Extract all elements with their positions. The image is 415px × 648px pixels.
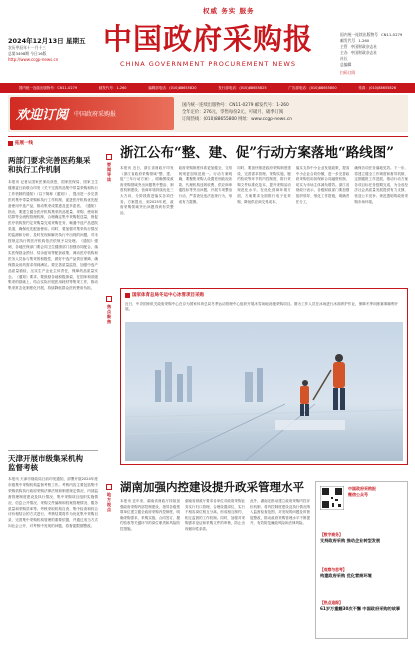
left-article-2-title: 天津开展市级集采机构 监督考核 [8, 454, 83, 472]
left-divider [8, 450, 98, 451]
ice-rink-image [125, 322, 403, 461]
left-article-2-body: 本报讯 天津市财政局日前印发通知，部署开展2024年度市级集中采购机构监督考核工作。考核内容主要包括集中采购机构执行政府采购法律法规和制度规定情况、内部监督管理制度建设及执行情况、集中采购项目组织实施情况、信息公开情况、采购文件编制和档案管理情况、服务质量和采购效率等。考核采取机构自查、集中检查和综合评价相结合的方式进行，考核结果将作为优化集中采购目录、完善集中采购机构管理的重要依据，并通过适当方式向社会公开，对考核中发现的问题，将督促限期整改。 [8, 477, 98, 529]
left-article-1-body: 本报讯 记者从国家医保局获悉，国家医保局、国家卫生健康委日前联合印发《关于完善药品集中带量采购和执行工作机制的通知》（以下简称《通知》），提出进一步完善医药集中带量采购和执行工作机制，促进医疗机构优先配备使用中选产品，推动集采成果惠及更多患者。《通知》指出，要建立健全医疗机构集采药品报量、采购、使用和结算等全流程管理机制，合理确定集中采购报送量，督促医疗机构按约定采购量完成采购任务，畅通中选产品进院渠道，确保优先配备使用。同时，要加强对集采执行情况的监测和分析，及时发现和解决执行中出现的问题，对未按规定执行的医疗机构依法依规予以处理。《通知》强调，各地医保部门要会同卫生健康部门加强协同配合，落实医保基金预付、结余留用等配套政策，调动医疗机构和医务人员参与集采的积极性，做好中选产品供应保障，确保群众用药需求得到满足。要完善质量监管，加强中选产品质量抽检，压实生产企业主体责任，保障药品质量安全。《通知》要求，要鼓励各地积极探索，在国家和省级集采的基础上，结合实际开展医用耗材等集采工作，推动集采常态化制度化开展，持续降低群众医药费用负担。 [8, 180, 98, 291]
info-bar: 国内统一连续出版物号：CN11-0279 邮发代号：1-260 编辑部电话：(010)88655820 发行部电话：(010)88655825 广告部电话：(010)88655800 传真：(010)88655826 [0, 83, 415, 93]
masthead-right-info: 国内统一连续出版物号 CN11-0279 邮发代号 1-260 主管 中国财政杂志社 主办 中国财政杂志社 社长 总编辑 扫码订阅 [340, 32, 403, 75]
wechat-promo-box [315, 481, 408, 639]
qr-label: 扫码订阅 [340, 70, 356, 75]
banner-text: 国内统一连续出版物号：CN11-0279 邮发代号：1-260 全年定价：276元，零售每份2元，可破月、破季订阅 订阅热线：(010)88655800 网址：www.ccgp-news.cn [182, 103, 292, 122]
left-article-medical-procurement[interactable] [8, 156, 98, 468]
newspaper-title: 中国政府采购报 [102, 22, 313, 56]
promo-item[interactable]: 【热点追踪】 61岁万重翻30次不懈 中国政府采购的故事 [320, 600, 401, 612]
left-article-1-title: 两部门要求完善医药集采 和执行工作机制 [8, 156, 91, 174]
headline-hunan[interactable]: 湖南加强内控建设提升政采管理水平 [120, 480, 304, 494]
newspaper-subtitle: CHINA GOVERNMENT PROCUREMENT NEWS [120, 60, 296, 68]
headline-zhejiang[interactable]: 浙江公布“整、建、促”行动方案落地“路线图” [120, 145, 395, 161]
qr-row [320, 486, 376, 510]
ice-rink-photo[interactable] [125, 322, 403, 461]
section-marker-icon [8, 141, 13, 146]
slogan: 权威 务实 服务 [203, 7, 255, 15]
photo-caption: 国家体育总局冬运中心冰雪项目采购 [125, 292, 204, 298]
section-box-icon [106, 154, 112, 160]
promo-item[interactable]: 【观察与思考】 构建政府采购 优化营商环境 [320, 567, 372, 579]
headline-article-body: 本报讯 近日，浙江省财政厅印发《浙江省政府采购领域“整、建、促”三年行动方案》，明确围绕政府采购领域突出问题集中整治、制度机制建设、营商环境持续优化三大方向，分阶段推进落实各项任务。方案提出，到2025年底，政府采购领域突出问题得到有效整治， 政府采购制度体系更加健全，交易规则更加规范统一。行动方案明确，要聚焦采购人设置差别歧视条款、代理机构违规收费、供应商串通投标等突出问题，开展专项整治行动，严肃查处违法违规行为，形成有力震慑。 同时，要加快推进政府采购制度建设，完善需求管理、采购实施、履约验收等环节的内控制度，推行采购文件标准化范本，提升采购活动规范化水平。在优化营商环境方面，方案要求全面推行电子化采购，降低供应商交易成本， 落实支持中小企业发展政策，提高中小企业合同份额，进一步完善政府采购信用担保和合同融资机制，切实为市场主体减负增效。浙江省财政厅表示，各级财政部门要加强组织领导，细化工作措施，明确责任分工， 确保各项任务落地见效。下一步，将建立健全工作调度和督导机制，定期通报工作进展，推动行动方案各项目标任务按期完成，为全省经济社会高质量发展提供有力支撑，营造公平竞争、规范透明的政府采购市场环境。 [120, 166, 408, 215]
qr-labels: 中国政府采购报 微信公众号 [348, 486, 376, 497]
section-box-icon [106, 296, 112, 302]
promo-item[interactable]: 【数字商务】 支持政府采购 推动企业转型发展 [320, 532, 381, 544]
issue-date: 2024年12月13日 星期五 [8, 37, 86, 45]
banner-sub: 中国政府采购报 [74, 111, 117, 118]
website-link[interactable]: http://www.ccgp-news.cn [8, 57, 59, 62]
front-page [8, 136, 408, 642]
issue-number: 总第3498期 今日16版 [8, 51, 47, 56]
banner-welcome: 欢迎订阅 [16, 108, 69, 123]
section-label-focus: 焦 点 聚 焦 [103, 296, 115, 324]
banner-logo [10, 97, 174, 130]
photo-news-box [120, 288, 408, 465]
section-label-news: 要 闻 导 读 [103, 154, 115, 182]
masthead [0, 0, 415, 82]
camera-icon [125, 293, 130, 298]
qr-code-icon[interactable] [320, 486, 344, 510]
hunan-article-body: 本报讯 近年来，湖南省财政厅持续加强政府采购内部控制建设，指导各级预算单位建立健全政府采购内控制度，明确采购需求、采购实施、合同签订、履约验收等关键环节的岗位职责和风险防控措施。 湖南省财政厅要求各单位对政府采购业务实行归口管理，合理设置岗位，实行不相容岗位相互分离，形成相互制约、相互监督的工作机制。同时，加强对采购需求论证和采购文件的审核，防止出现倾向性条款。 此外，湖南还推动建立政府采购内控评价机制，将内控制度建设及执行情况纳入监督检查范围，对发现的问题及时督促整改，推动政府采购管理水平不断提升，有效防范廉政风险和法律风险。 [120, 499, 310, 531]
left-column [8, 140, 98, 152]
section-label-local: 地 方 视 点 [103, 484, 115, 512]
left-article-tianjin[interactable] [8, 454, 98, 627]
masthead-left-info [8, 37, 88, 63]
subscription-banner [8, 95, 408, 132]
photo-description: 近日，中央国家机关政府采购中心在京为国家体育总局冬季运动管理中心组织开展冰雪场地设施采购项目。图为工作人员在冰场进行冰面养护作业，保障冬季训练赛事顺利开展。 [125, 302, 399, 312]
section-box-icon [106, 484, 112, 490]
left-column-header: 拓展一线 [8, 140, 98, 146]
lunar-date: 农历甲辰年十一月十三 [8, 45, 46, 50]
